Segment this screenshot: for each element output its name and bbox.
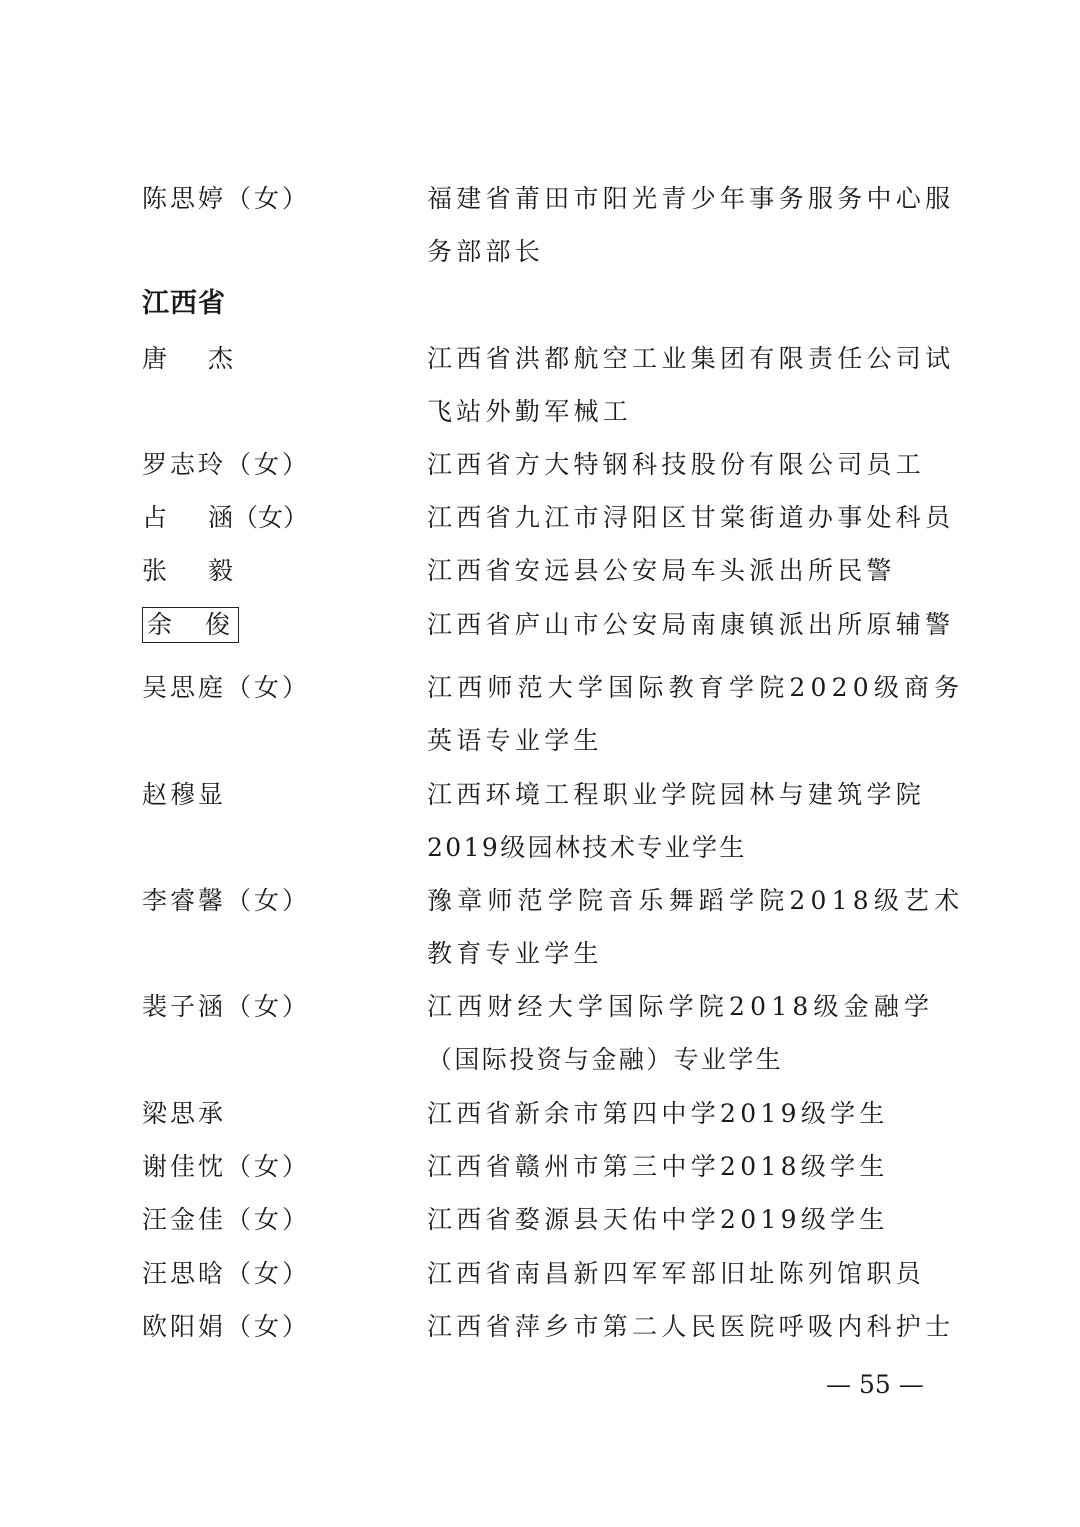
name-char: 杰 [208,344,234,373]
person-description [427,980,942,1086]
description-line: 江西省婺源县天佑中学2019级学生 [427,1205,889,1234]
description-line: （国际投资与金融）专业学生 [427,1045,784,1074]
person-name: 赵穆显 [142,780,227,809]
description-line: 江西省南昌新四军军部旧址陈列馆职员 [427,1259,926,1288]
description-line: 教育专业学生 [427,939,603,968]
description-line: 江西省九江市浔阳区甘棠街道办事处科员 [427,503,955,532]
person-name: 汪金佳（女） [142,1205,311,1234]
person-description [427,544,942,597]
person-description [427,332,955,438]
description-line: 江西省洪都航空工业集团有限责任公司试 [427,344,955,373]
page-number: — 55 — [826,1370,924,1399]
name-char: 唐 [142,344,168,373]
person-name: 裴子涵（女） [142,992,311,1021]
description-line: 江西省庐山市公安局南康镇派出所原辅警 [427,610,955,639]
description-line: 江西省新余市第四中学2019级学生 [427,1099,889,1128]
person-name: 欧阳娟（女） [142,1312,311,1341]
name-char: 张 [142,556,168,585]
description-line: 江西财经大学国际学院2018级金融学 [427,992,935,1021]
description-line: 福建省莆田市阳光青少年事务服务中心服 [427,184,955,213]
person-description [427,1087,942,1140]
person-name: 罗志玲（女） [142,450,311,479]
description-line: 豫章师范学院音乐舞蹈学院2018级艺术 [427,886,965,915]
description-line: 飞站外勤军械工 [427,397,633,426]
description-line: 江西省赣州市第三中学2018级学生 [427,1152,889,1181]
name-char: 俊 [205,610,231,639]
description-line: 务部部长 [427,237,545,266]
highlight-box [142,607,239,643]
person-description [427,598,955,651]
person-description [427,172,955,278]
name-char: 毅 [208,556,234,585]
name-char: 余 [147,610,173,639]
person-description [427,768,942,874]
person-description [427,661,965,767]
person-description [427,491,955,544]
description-line: 2019级园林技术专业学生 [427,833,747,862]
person-name [142,491,412,544]
person-name: 谢佳忱（女） [142,1152,311,1181]
person-description [427,874,965,980]
description-line: 英语专业学生 [427,726,603,755]
person-name: 梁思承 [142,1099,227,1128]
person-description [427,1300,955,1353]
person-description [427,438,942,491]
person-description [427,1193,942,1246]
person-name: 汪思晗（女） [142,1259,311,1288]
person-name: 吴思庭（女） [142,673,311,702]
person-description [427,1247,942,1300]
person-name [142,544,412,597]
person-name [142,598,412,651]
name-gender: （女） [233,503,309,532]
description-line: 江西环境工程职业学院园林与建筑学院 [427,780,926,809]
description-line: 江西省安远县公安局车头派出所民警 [427,556,896,585]
description-line: 江西省萍乡市第二人民医院呼吸内科护士 [427,1312,955,1341]
person-name: 陈思婷（女） [142,184,311,213]
description-line: 江西师范大学国际教育学院2020级商务 [427,673,965,702]
person-description [427,1140,942,1193]
name-char: 涵 [208,503,234,532]
person-name [142,332,412,385]
description-line: 江西省方大特钢科技股份有限公司员工 [427,450,926,479]
province-heading: 江西省 [142,288,226,319]
name-char: 占 [142,503,168,532]
person-name: 李睿馨（女） [142,886,311,915]
